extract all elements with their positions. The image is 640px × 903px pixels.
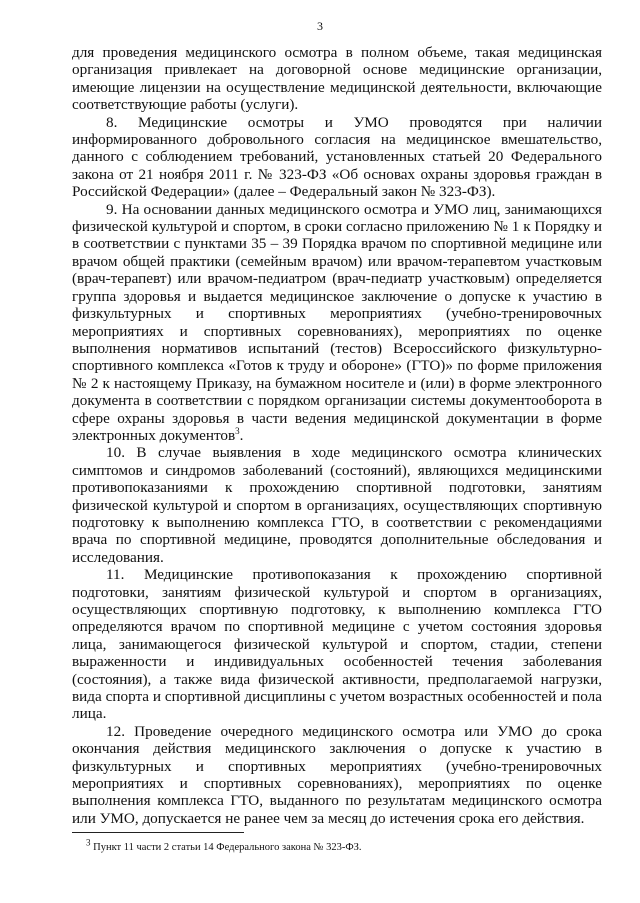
page-number: 3 [317, 19, 323, 33]
document-body [72, 44, 602, 827]
footnote-marker: 3 [86, 837, 91, 848]
footnote-reference: 3 [235, 425, 240, 436]
paragraph-continuation: для проведения медицинского осмотра в полном объеме, такая медицинская организация привлекает на договорной основе медицинские организации, имеющие лицензии на осуществление медицинской деятельности, включающие соответствующие работы (услуги). [72, 44, 602, 114]
paragraph-11: 11. Медицинские противопоказания к прохождению спортивной подготовки, занятиям физической культурой и спортом в организациях, осуществляющих спортивную подготовку, к выполнению комплекса ГТО определяются врачом по спортивной медицине с учетом состояния здоровья лица, занимающегося физической культурой и спортом, стадии, степени выраженности и индивидуальных особенностей течения заболевания (состояния), а также вида физической активности, предполагаемой нагрузки, вида спорта и спортивной дисциплины с учетом возрастных особенностей и пола лица. [72, 566, 602, 723]
footnote-text: Пункт 11 части 2 статьи 14 Федерального закона № 323-ФЗ. [93, 842, 362, 853]
footnote [86, 837, 586, 854]
paragraph-12: 12. Проведение очередного медицинского осмотра или УМО до срока окончания действия медицинского заключения о допуске к участию в физкультурных и спортивных мероприятиях (учебно-тренировочных мероприятиях и спортивных соревнованиях), мероприятиях по оценке выполнения комплекса ГТО, выданного по результатам медицинского осмотра или УМО, допускается не ранее чем за месяц до истечения срока его действия. [72, 722, 602, 827]
paragraph-10: 10. В случае выявления в ходе медицинского осмотра клинических симптомов и синдромов заболеваний (состояний), являющихся медицинскими противопоказаниями к прохождению спортивной подготовки, занятиям физической культурой и спортом в организациях, осуществляющих спортивную подготовку к выполнению комплекса ГТО, в соответствии с рекомендациями врача по спортивной медицине, проводятся дополнительные обследования и исследования. [72, 444, 602, 566]
footnote-divider [72, 832, 244, 833]
paragraph-9: 9. На основании данных медицинского осмотра и УМО лиц, занимающихся физической культурой и спортом, в сроки согласно приложению № 1 к Порядку и в соответствии с пунктами 35 – 39 Порядка врачом по спортивной медицине или врачом общей практики (семейным врачом) или врачом-терапевтом участковым (врач-терапевт) или врачом-педиатром (врач-педиатр участковым) определяется группа здоровья и выдается медицинское заключение о допуске к участию в физкультурных и спортивных мероприятиях (учебно-тренировочных мероприятиях и спортивных соревнованиях), мероприятиях по оценке выполнения нормативов испытаний (тестов) Всероссийского физкультурно-спортивного комплекса «Готов к труду и обороне» (ГТО)» по форме приложения № 2 к настоящему Приказу, на бумажном носителе и (или) в форме электронного документа в соответствии с порядком организации системы документооборота в сфере охраны здоровья в части ведения медицинской документации в форме электронных документов$^3$. [72, 200, 602, 444]
paragraph-8: 8. Медицинские осмотры и УМО проводятся при наличии информированного добровольного согласия на медицинское вмешательство, данного с соблюдением требований, установленных статьей 20 Федерального закона от 21 ноября 2011 г. № 323-ФЗ «Об основах охраны здоровья граждан в Российской Федерации» (далее – Федеральный закон № 323-ФЗ). [72, 113, 602, 201]
